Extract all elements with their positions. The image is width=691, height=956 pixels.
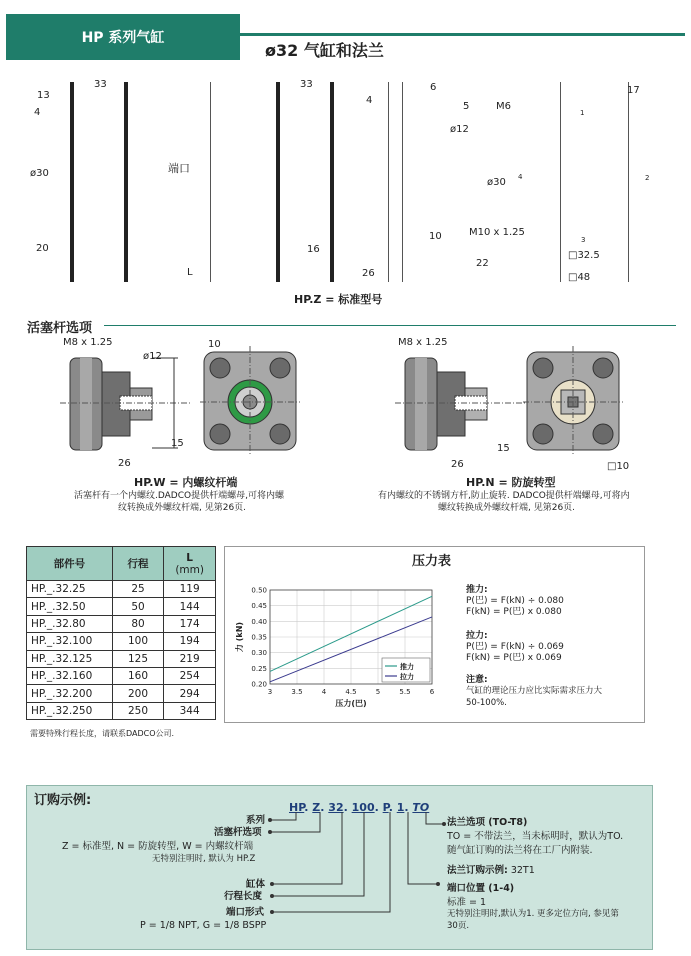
table-row <box>27 633 216 650</box>
cell-length: 344 <box>164 702 216 719</box>
y-tick-label: 0.45 <box>251 602 267 611</box>
cell-length: 174 <box>164 615 216 632</box>
code-dot: . <box>404 801 409 814</box>
label-bore: 缸体 <box>246 879 266 890</box>
cell-stroke: 200 <box>112 685 164 702</box>
y-tick-label: 0.25 <box>251 664 267 673</box>
col-header-length-unit: (mm) <box>175 563 204 576</box>
y-tick-label: 0.20 <box>251 680 267 689</box>
code-series: HP <box>289 801 305 814</box>
rod-n-desc: 有内螺纹的不锈钢方杆,防止旋转. DADCO提供杆端螺母,可将内 <box>378 491 630 501</box>
x-tick-label: 6 <box>429 688 435 696</box>
dim-label: 26 <box>451 459 464 470</box>
cell-stroke: 250 <box>112 702 164 719</box>
dim-label: 5 <box>463 101 470 112</box>
x-tick-label: 5.5 <box>399 688 411 696</box>
position-desc: 30页. <box>447 921 470 931</box>
col-header-stroke: 行程 <box>112 547 164 581</box>
dim-label: ø30 <box>30 168 49 179</box>
x-axis-label: 压力(巴) <box>335 699 367 708</box>
label-stroke: 行程长度 <box>224 891 263 902</box>
dim-label: 22 <box>476 258 489 269</box>
cell-length: 294 <box>164 685 216 702</box>
table-row <box>27 685 216 702</box>
rod-desc: Z = 标准型, N = 防旋转型, W = 内螺纹杆端 <box>62 841 254 852</box>
drawing-caption: HP.Z = 标准型号 <box>294 293 383 306</box>
table-row <box>27 702 216 719</box>
thread-label: M8 x 1.25 <box>63 337 113 348</box>
dim-label: 20 <box>36 243 49 254</box>
dim-label: 13 <box>37 90 50 101</box>
dim-label: M10 x 1.25 <box>469 227 525 238</box>
dim-label: 16 <box>307 244 320 255</box>
dim-label: 15 <box>171 438 184 449</box>
cell-part: HP._.32.125 <box>27 650 113 667</box>
cell-length: 254 <box>164 667 216 684</box>
dim-label: 10 <box>208 339 221 350</box>
y-axis-label: 力 (kN) <box>235 621 244 653</box>
order-title: 订购示例: <box>34 793 92 808</box>
y-tick-label: 0.40 <box>251 617 267 626</box>
cylinder-edge-line <box>388 82 389 282</box>
code-bore: 32 <box>328 801 344 814</box>
push-formula: P(巴) = F(kN) ÷ 0.080 <box>466 596 564 606</box>
port-position-label: 3 <box>581 236 586 244</box>
dim-label: 33 <box>300 79 313 90</box>
dim-label: M6 <box>496 101 511 112</box>
legend-label: 推力 <box>400 663 414 671</box>
thread-label: M8 x 1.25 <box>398 337 448 348</box>
col-header-part: 部件号 <box>27 547 113 581</box>
pressure-chart <box>230 580 450 715</box>
dim-label: 6 <box>430 82 437 93</box>
rod-w-side-view <box>60 336 200 476</box>
table-header-row <box>27 547 216 581</box>
cell-part: HP._.32.250 <box>27 702 113 719</box>
cylinder-wall-line <box>276 82 280 282</box>
dia-label: ø12 <box>143 351 162 362</box>
rod-w-front-view <box>200 346 300 456</box>
pull-formula: F(kN) = P(巴) x 0.069 <box>466 653 562 663</box>
cell-length: 219 <box>164 650 216 667</box>
legend-label: 拉力 <box>400 673 414 681</box>
dim-label: 26 <box>362 268 375 279</box>
dim-label: 17 <box>627 85 640 96</box>
cylinder-wall-line <box>124 82 128 282</box>
series-tab: HP 系列气缸 <box>6 14 240 60</box>
flange-example <box>447 866 535 876</box>
cylinder-edge-line <box>210 82 211 282</box>
push-title: 推力: <box>466 585 488 595</box>
code-rod: Z <box>312 801 321 814</box>
dim-label: 15 <box>497 443 510 454</box>
col-header-length-l: L <box>186 551 193 564</box>
flange-example-value: 32T1 <box>510 865 535 876</box>
dim-label: ø12 <box>450 124 469 135</box>
port-desc: P = 1/8 NPT, G = 1/8 BSPP <box>140 920 267 931</box>
rod-n-desc: 螺纹转换成外螺纹杆端, 见第26页. <box>438 503 576 513</box>
position-standard: 标准 = 1 <box>447 897 487 908</box>
x-tick-label: 5 <box>375 688 381 696</box>
code-port: P <box>382 801 389 814</box>
pull-formula: P(巴) = F(kN) ÷ 0.069 <box>466 642 564 652</box>
cell-length: 194 <box>164 633 216 650</box>
rod-default: 无特别注明时, 默认为 HP.Z <box>152 854 256 864</box>
cell-part: HP._.32.50 <box>27 598 113 615</box>
cell-part: HP._.32.200 <box>27 685 113 702</box>
dim-label: 4 <box>518 173 523 181</box>
code-dot: . <box>304 801 309 814</box>
x-tick-label: 4.5 <box>345 688 357 696</box>
order-connectors <box>240 812 460 922</box>
dim-label: □10 <box>607 461 630 472</box>
table-note: 需要特殊行程长度，请联系DADCO公司. <box>30 729 175 738</box>
note-text: 气缸的理论压力应比实际需求压力大 <box>466 686 603 696</box>
label-position: 端口位置 (1-4) <box>447 883 515 894</box>
y-tick-label: 0.50 <box>251 586 267 595</box>
rod-w-desc: 纹转换成外螺纹杆端, 见第26页. <box>118 503 247 513</box>
dim-label: 33 <box>94 79 107 90</box>
dim-label: 26 <box>118 458 131 469</box>
cell-stroke: 100 <box>112 633 164 650</box>
label-rod: 活塞杆选项 <box>214 827 262 838</box>
rod-n-side-view <box>395 336 535 476</box>
rod-w-desc: 活塞杆有一个内螺纹.DADCO提供杆端螺母,可将内螺 <box>74 491 284 501</box>
cell-stroke: 125 <box>112 650 164 667</box>
dim-label: ø30 <box>487 177 506 188</box>
code-flange: TO <box>412 801 430 814</box>
cell-stroke: 25 <box>112 581 164 598</box>
stroke-length-table <box>26 546 216 720</box>
cylinder-wall-line <box>330 82 334 282</box>
port-position-label: 1 <box>580 109 585 117</box>
port-label: 端口 <box>168 162 190 175</box>
x-tick-label: 3.5 <box>291 688 303 696</box>
flange-desc: TO = 不带法兰，当未标明时，默认为TO. <box>447 831 624 842</box>
code-dot: . <box>374 801 379 814</box>
dim-label: □32.5 <box>568 250 600 261</box>
cell-part: HP._.32.80 <box>27 615 113 632</box>
dim-label: 4 <box>34 107 41 118</box>
table-row <box>27 650 216 667</box>
label-flange: 法兰选项 (TO-T8) <box>447 817 528 828</box>
cell-length: 119 <box>164 581 216 598</box>
rod-n-caption: HP.N = 防旋转型 <box>466 476 556 489</box>
note-text: 50-100%. <box>466 698 507 708</box>
pull-title: 拉力: <box>466 631 488 641</box>
cell-length: 144 <box>164 598 216 615</box>
cell-stroke: 50 <box>112 598 164 615</box>
flange-edge-line <box>560 82 561 282</box>
table-row <box>27 615 216 632</box>
col-header-length <box>164 547 216 581</box>
cylinder-edge-line <box>402 82 403 282</box>
cylinder-wall-line <box>70 82 74 282</box>
cell-part: HP._.32.100 <box>27 633 113 650</box>
code-dot: . <box>343 801 348 814</box>
dim-label: L <box>187 267 193 278</box>
page-title: ø32 气缸和法兰 <box>265 41 384 60</box>
table-row <box>27 667 216 684</box>
header-rule <box>240 33 685 36</box>
dim-label: 4 <box>366 95 373 106</box>
push-formula: F(kN) = P(巴) x 0.080 <box>466 607 562 617</box>
position-desc: 无特别注明时,默认为1. 更多定位方向, 参见第 <box>447 909 619 919</box>
section-rule <box>104 325 676 326</box>
code-stroke: 100 <box>351 801 375 814</box>
pressure-title: 压力表 <box>412 554 452 569</box>
label-port: 端口形式 <box>226 907 265 918</box>
flange-example-label: 法兰订购示例: <box>447 865 508 876</box>
x-tick-label: 3 <box>267 688 273 696</box>
label-series: 系列 <box>246 815 266 826</box>
y-tick-label: 0.30 <box>251 649 267 658</box>
rod-n-front-view <box>523 346 623 456</box>
dim-label: □48 <box>568 272 591 283</box>
code-position: 1 <box>396 801 405 814</box>
rod-w-caption: HP.W = 内螺纹杆端 <box>134 476 238 489</box>
table-row <box>27 598 216 615</box>
section-title: 活塞杆选项 <box>27 321 93 336</box>
flange-edge-line <box>628 82 629 282</box>
y-tick-label: 0.35 <box>251 633 267 642</box>
code-dot: . <box>320 801 325 814</box>
x-tick-label: 4 <box>321 688 327 696</box>
cell-part: HP._.32.160 <box>27 667 113 684</box>
code-dot: . <box>388 801 393 814</box>
cell-stroke: 80 <box>112 615 164 632</box>
dim-label: 10 <box>429 231 442 242</box>
cell-stroke: 160 <box>112 667 164 684</box>
port-position-label: 2 <box>645 174 650 182</box>
table-row <box>27 581 216 598</box>
note-title: 注意: <box>466 675 488 685</box>
cell-part: HP._.32.25 <box>27 581 113 598</box>
flange-desc: 随气缸订购的法兰将在工厂内附装. <box>447 845 593 856</box>
